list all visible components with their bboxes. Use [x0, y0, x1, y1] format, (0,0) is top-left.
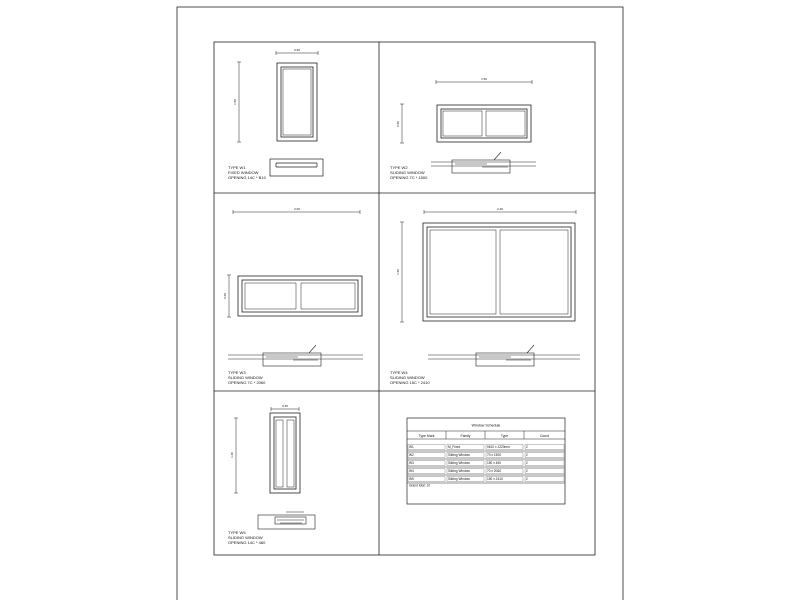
- schedule-cell: 150 x 460: [487, 461, 502, 466]
- w5-dim-h-text: 0.45: [282, 404, 288, 408]
- schedule-cell: 150 x 2410: [487, 477, 503, 482]
- schedule-header-cell: Type Mark: [418, 434, 435, 438]
- schedule-cell: 2: [526, 477, 528, 482]
- w3-dim-h-text: 2.00: [294, 207, 300, 211]
- w4-kind-label: SLIDING WINDOW: [390, 375, 425, 380]
- schedule-header-cell: Count: [539, 434, 550, 438]
- schedule-cell: Sliding Window: [448, 477, 470, 482]
- w2-dim-v-text: 0.60: [396, 121, 400, 127]
- w2-type-label: TYPE W2: [390, 165, 408, 170]
- sheet-border: [177, 7, 623, 600]
- schedule-cell: W3: [409, 461, 414, 466]
- schedule-cell: 70 x 1500: [487, 453, 502, 458]
- w5-type-label: TYPE W5: [228, 530, 246, 535]
- w2-dim-h-text: 1.50: [481, 77, 487, 81]
- schedule-cell: 2: [526, 453, 528, 458]
- schedule-grand-total: Grand total: 10: [409, 483, 431, 488]
- w2-opening-label: OPENING 7C * 1500: [390, 175, 428, 180]
- schedule-cell: Sliding Window: [448, 461, 470, 466]
- w1-type-label: TYPE W1: [228, 165, 246, 170]
- schedule-cell: W1: [409, 445, 414, 450]
- w5-kind-label: SLIDING WINDOW: [228, 535, 263, 540]
- schedule-cell: Sliding Window: [448, 453, 470, 458]
- w1-opening-label: OPENING 14C * B10: [228, 175, 266, 180]
- schedule-title: Window Schedule: [471, 423, 501, 428]
- w5-opening-label: OPENING 14C * 460: [228, 540, 266, 545]
- w5-dim-v-text: 1.40: [230, 452, 234, 458]
- schedule-cell: M_Fixed: [448, 445, 461, 450]
- w2-kind-label: SLIDING WINDOW: [390, 170, 425, 175]
- schedule-cell: Sliding Window: [448, 469, 470, 474]
- schedule-cell: W2: [409, 453, 414, 458]
- schedule-cell: W4: [409, 469, 414, 474]
- w4-dim-v-text: 1.50: [396, 269, 400, 275]
- w1-kind-label: FIXED WINDOW: [228, 170, 259, 175]
- schedule-cell: W5: [409, 477, 414, 482]
- w3-dim-v-text: 0.60: [223, 293, 227, 299]
- schedule-cell: 2: [526, 469, 528, 474]
- w4-type-label: TYPE W4: [390, 370, 408, 375]
- schedule-header-cell: Family: [460, 434, 471, 438]
- schedule-cell: 70 x 2060: [487, 469, 502, 474]
- w3-type-label: TYPE W3: [228, 370, 246, 375]
- w4-opening-label: OPENING 15C * 2410: [390, 380, 430, 385]
- w3-kind-label: SLIDING WINDOW: [228, 375, 263, 380]
- w1-dim-h-text: 0.60: [294, 48, 300, 52]
- schedule-cell: 0610 x 1220mm: [487, 445, 510, 450]
- schedule-header-cell: Type: [500, 434, 509, 438]
- w3-opening-label: OPENING 7C * 2060: [228, 380, 266, 385]
- w1-dim-v-text: 1.50: [233, 99, 237, 105]
- w4-dim-h-text: 2.40: [497, 207, 503, 211]
- schedule-cell: 2: [526, 445, 528, 450]
- schedule-cell: 2: [526, 461, 528, 466]
